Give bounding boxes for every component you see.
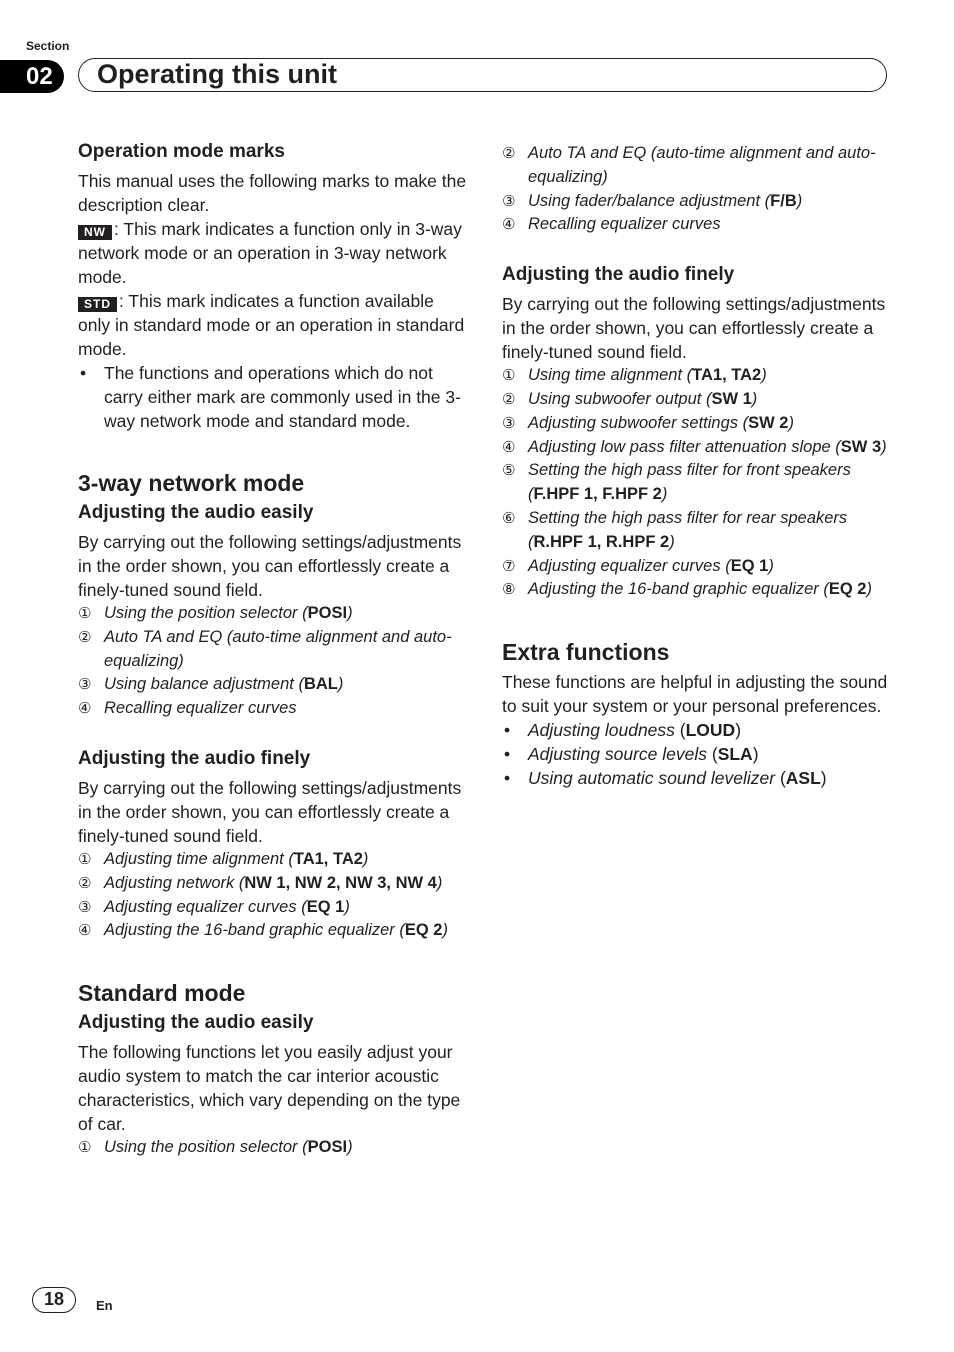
function-code: BAL (303, 675, 338, 694)
extra-list (502, 718, 894, 790)
standard-mode-heading: Standard mode (78, 980, 246, 1007)
step-item: ⑧ Adjusting the 16-band graphic equalizer (EQ 2) (502, 578, 894, 602)
step-number: ② (502, 145, 516, 162)
function-code: R.HPF 1, R.HPF 2 (533, 532, 670, 551)
function-code: EQ 1 (730, 556, 769, 575)
function-code: EQ 2 (828, 580, 867, 599)
function-code: SLA (717, 744, 753, 765)
standard-easy-steps-part2 (502, 142, 894, 237)
step-item: ③ Using fader/balance adjustment (F/B) (502, 190, 894, 214)
list-item: • The functions and operations which do not carry either mark are commonly used in the 3-way network mode and standard mode. (78, 361, 468, 433)
step-number: ⑤ (502, 462, 516, 480)
page-title: Operating this unit (78, 58, 887, 92)
step-item: ② Using subwoofer output (SW 1) (502, 388, 894, 412)
marks-heading: Operation mode marks (78, 141, 285, 162)
network-fine-intro: By carrying out the following settings/adjustments in the order shown, you can effortlessly create a finely-tuned sound field. (78, 777, 462, 846)
step-number: ② (78, 628, 92, 646)
step-number: ① (78, 1139, 92, 1157)
step-number: ④ (78, 700, 92, 718)
function-code: ASL (785, 768, 821, 789)
step-item: ④ Adjusting low pass filter attenuation slope (SW 3) (502, 436, 894, 460)
step-number: ④ (502, 438, 516, 456)
extra-functions-heading: Extra functions (502, 639, 670, 666)
network-easy-steps (78, 602, 468, 721)
function-code: SW 3 (840, 437, 882, 456)
list-item: • Adjusting source levels (SLA) (502, 742, 894, 766)
step-number: ③ (502, 192, 516, 210)
step-item: ④ Adjusting the 16-band graphic equalizer (EQ 2) (78, 919, 468, 943)
standard-fine-steps (502, 364, 894, 602)
step-item: ④ Recalling equalizer curves (78, 697, 468, 721)
function-code: POSI (307, 604, 348, 622)
standard-easy-intro: The following functions let you easily adjust your audio system to match the car interior acoustic characteristics, which vary depending on the type of car. (78, 1042, 461, 1135)
function-code: NW 1, NW 2, NW 3, NW 4 (244, 873, 437, 892)
standard-fine-heading: Adjusting the audio finely (502, 264, 735, 286)
standard-easy-heading: Adjusting the audio easily (78, 1012, 314, 1034)
step-item: ③ Adjusting equalizer curves (EQ 1) (78, 896, 468, 920)
network-mode-heading: 3-way network mode (78, 470, 305, 496)
nw-mark-paragraph (78, 217, 468, 289)
step-item: ② Auto TA and EQ (auto-time alignment and auto-equalizing) (502, 144, 876, 186)
standard-easy-steps-part1 (78, 1136, 468, 1160)
step-number: ③ (502, 414, 516, 432)
list-item: • Using automatic sound levelizer (ASL) (502, 766, 894, 790)
function-code: EQ 1 (306, 897, 345, 916)
function-code: POSI (307, 1138, 348, 1157)
list-item: • Adjusting loudness (LOUD) (502, 718, 894, 742)
marks-bullets (78, 361, 468, 433)
step-number: ② (78, 874, 92, 892)
std-mark-paragraph (78, 289, 468, 361)
step-item: ② Adjusting network (NW 1, NW 2, NW 3, NW 4) (78, 872, 468, 896)
step-item: ① Using the position selector (POSI) (78, 602, 468, 626)
function-code: SW 2 (748, 413, 789, 432)
left-column (78, 140, 468, 1160)
page-number: 18 (32, 1287, 76, 1313)
step-item: ① Using time alignment (TA1, TA2) (502, 364, 894, 388)
function-code: TA1, TA2 (692, 366, 762, 385)
std-mark-badge: STD (78, 297, 117, 312)
function-code: LOUD (685, 720, 736, 741)
step-item: ⑤ Setting the high pass filter for front speakers (F.HPF 1, F.HPF 2) (502, 461, 851, 504)
step-item: ② Auto TA and EQ (auto-time alignment and auto-equalizing) (78, 627, 452, 670)
section-number-tab: 02 (0, 60, 64, 93)
step-number: ① (78, 850, 92, 868)
step-number: ④ (78, 922, 92, 940)
network-fine-steps (78, 848, 468, 943)
step-item: ③ Using balance adjustment (BAL) (78, 673, 468, 697)
function-code: F/B (770, 191, 797, 210)
step-number: ⑦ (502, 557, 516, 575)
network-easy-heading: Adjusting the audio easily (78, 502, 314, 523)
step-item: ④ Recalling equalizer curves (502, 213, 894, 237)
step-number: ⑧ (502, 581, 516, 599)
std-mark-text: : This mark indicates a function available only in standard mode or an operation in standard mode. (78, 291, 465, 359)
function-code: SW 1 (711, 389, 752, 408)
section-label: Section (26, 39, 70, 53)
step-number: ④ (502, 216, 516, 234)
nw-mark-text: : This mark indicates a function only in 3-way network mode or an operation in 3-way network mode. (78, 219, 462, 287)
step-number: ③ (78, 898, 92, 916)
step-number: ⑥ (502, 509, 516, 527)
step-item: ③ Adjusting subwoofer settings (SW 2) (502, 412, 894, 436)
function-code: EQ 2 (404, 921, 443, 940)
function-code: TA1, TA2 (293, 849, 363, 868)
standard-fine-intro: By carrying out the following settings/adjustments in the order shown, you can effortlessly create a finely-tuned sound field. (502, 294, 886, 363)
language-label: En (96, 1298, 113, 1313)
extra-intro: These functions are helpful in adjusting the sound to suit your system or your personal preferences. (502, 672, 888, 717)
marks-intro: This manual uses the following marks to make the description clear. (78, 171, 467, 215)
step-item: ① Adjusting time alignment (TA1, TA2) (78, 848, 468, 872)
step-item: ⑦ Adjusting equalizer curves (EQ 1) (502, 555, 894, 579)
step-item: ⑥ Setting the high pass filter for rear speakers (R.HPF 1, R.HPF 2) (502, 508, 848, 551)
step-number: ① (78, 605, 92, 622)
step-number: ① (502, 367, 516, 385)
network-easy-intro: By carrying out the following settings/adjustments in the order shown, you can effortlessly create a finely-tuned sound field. (78, 532, 462, 600)
network-fine-heading: Adjusting the audio finely (78, 747, 311, 769)
function-code: F.HPF 1, F.HPF 2 (533, 485, 662, 504)
step-item: ① Using the position selector (POSI) (78, 1136, 468, 1160)
step-number: ③ (78, 676, 92, 694)
nw-mark-badge: NW (78, 225, 112, 240)
step-number: ② (502, 390, 516, 408)
right-column (502, 142, 894, 790)
